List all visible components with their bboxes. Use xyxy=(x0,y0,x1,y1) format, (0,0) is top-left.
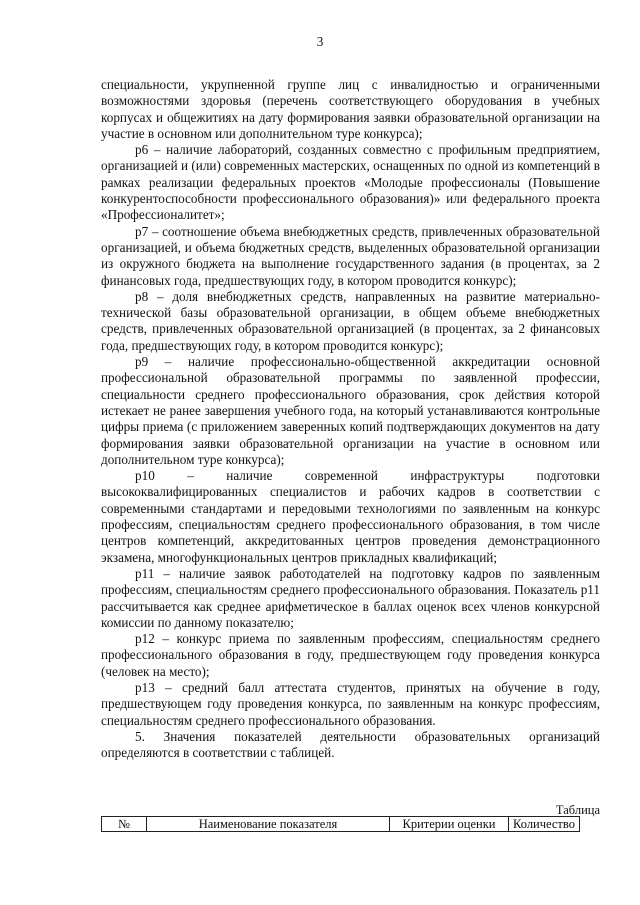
body-text xyxy=(101,77,600,761)
paragraph-p11: p11 – наличие заявок работодателей на подготовку кадров по заявленным профессиям, специальностям среднего профессионального образования. Показатель p11 рассчитывается как среднее арифметическое в баллах оценок всех членов конкурсной комиссии по данному показателю; xyxy=(101,565,600,630)
column-header-number: № xyxy=(102,817,147,832)
paragraph-p13: p13 – средний балл аттестата студентов, принятых на обучение в году, предшествующем году проведения конкурса, по заявленным на конкурс профессиям, специальностям среднего профессионального образования. xyxy=(101,679,600,728)
paragraph-p6: p6 – наличие лабораторий, созданных совместно с профильным предприятием, организацией и (или) современных мастерских, оснащенных по одной из компетенций в рамках реализации федеральных проектов «Молодые профессионалы (Повышение конкурентоспособности профессионального образования)» или федерального проекта «Профессионалитет»; xyxy=(101,142,600,223)
paragraph-p7: p7 – соотношение объема внебюджетных средств, привлеченных образовательной организацией, и объема бюджетных средств, выделенных образовательной организации из окружного бюджета на выполнение государственного задания (в процентах, за 2 финансовых года, предшествующих году, в котором проводится конкурс); xyxy=(101,223,600,288)
column-header-criteria: Критерии оценки xyxy=(390,817,509,832)
paragraph-p10: p10 – наличие современной инфраструктуры подготовки высококвалифицированных специалистов и рабочих кадров в соответствии с современными стандартами и передовыми технологиями по заявленным на конкурс профессиям, специальностям среднего профессионального образования, в том числе центров компетенций, аккредитованных центров проведения демонстрационного экзамена, многофункциональных центров прикладных квалификаций; xyxy=(101,468,600,565)
column-header-indicator-name: Наименование показателя xyxy=(147,817,390,832)
paragraph-p9: p9 – наличие профессионально-общественной аккредитации основной профессиональной образовательной программы по заявленной профессии, специальности среднего профессионального образования, срок действия которой истекает не ранее завершения учебного года, на который устанавливаются контрольные цифры приема (с приложением заверенных копий подтверждающих документов на дату формирования заявки образовательной организации на участие в основном или дополнительном туре конкурса); xyxy=(101,354,600,467)
paragraph-p12: p12 – конкурс приема по заявленным профессиям, специальностям среднего профессионального образования в году, предшествующем году проведения конкурса (человек на место); xyxy=(101,631,600,679)
column-header-quantity: Количество xyxy=(509,817,580,832)
table-header-row xyxy=(102,817,580,832)
page-number: 3 xyxy=(316,34,324,49)
indicators-table xyxy=(101,816,580,832)
table-caption: Таблица xyxy=(555,803,600,817)
paragraph-section-5: 5. Значения показателей деятельности образовательных организаций определяются в соответствии с таблицей. xyxy=(101,728,600,761)
paragraph-p8: p8 – доля внебюджетных средств, направленных на развитие материально- технической базы образовательной организации, в общем объеме внебюджетных средств, привлеченных образовательной организацией (в процентах, за 2 финансовых года, предшествующих году, в котором проводится конкурс); xyxy=(101,288,600,353)
paragraph-accessibility-continuation: специальности, укрупненной группе лиц с инвалидностью и ограниченными возможностями здоровья (перечень соответствующего оборудования в учебных корпусах и общежитиях на дату формирования заявки образовательной организации на участие в основном или дополнительном туре конкурса); xyxy=(101,77,600,141)
